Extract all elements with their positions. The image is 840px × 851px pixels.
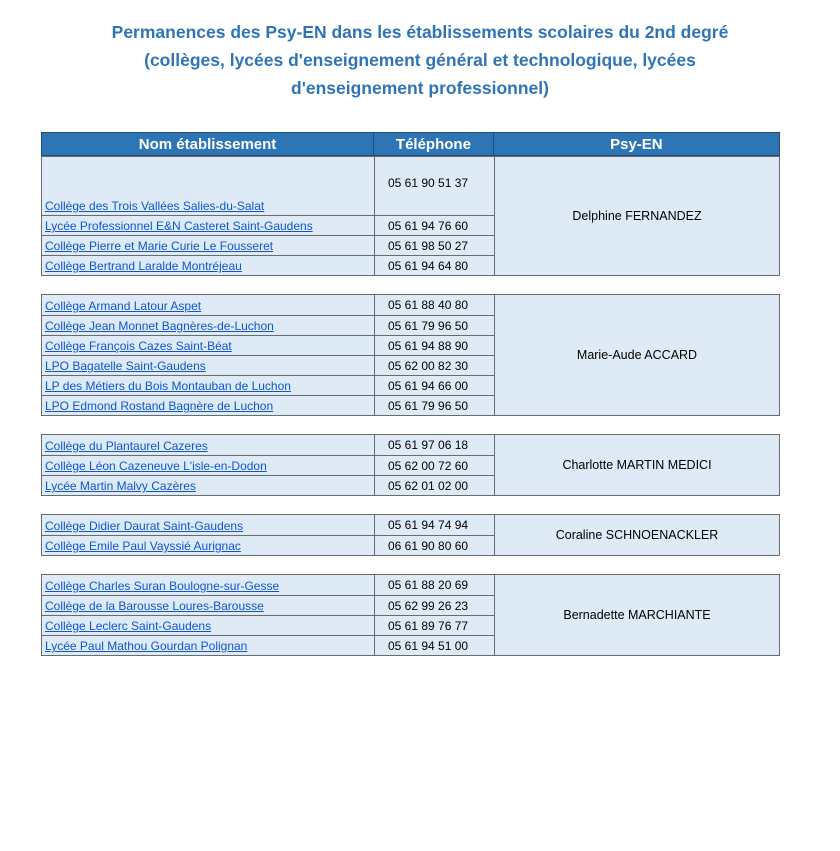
establishment-link[interactable]: LP des Métiers du Bois Montauban de Luchon [42, 375, 375, 395]
establishment-link[interactable]: Collège du Plantaurel Cazeres [42, 435, 375, 455]
header-psy: Psy-EN [610, 135, 663, 153]
group-rows [42, 515, 495, 555]
phone-number: 05 61 97 06 18 [375, 435, 495, 455]
phone-number: 05 61 94 76 60 [375, 215, 495, 235]
table-row [42, 235, 495, 255]
table-row [42, 335, 495, 355]
table-row [42, 157, 495, 215]
phone-number: 05 61 94 66 00 [375, 375, 495, 395]
phone-number: 05 62 00 82 30 [375, 355, 495, 375]
establishment-link[interactable]: LPO Edmond Rostand Bagnère de Luchon [42, 395, 375, 415]
table-row [42, 435, 495, 455]
header-establishment: Nom établissement [42, 133, 374, 155]
establishment-link[interactable]: Lycée Paul Mathou Gourdan Polignan [42, 635, 375, 655]
table-row [42, 215, 495, 235]
establishment-link[interactable]: Collège des Trois Vallées Salies-du-Salat [42, 157, 375, 215]
phone-number: 05 61 89 76 77 [375, 615, 495, 635]
establishment-link[interactable]: Collège Didier Daurat Saint-Gaudens [42, 515, 375, 535]
phone-number: 05 61 79 96 50 [375, 315, 495, 335]
phone-number: 05 62 99 26 23 [375, 595, 495, 615]
establishment-link[interactable]: Collège Bertrand Laralde Montréjeau [42, 255, 375, 275]
table-row [42, 455, 495, 475]
table-row [42, 595, 495, 615]
phone-number: 05 62 00 72 60 [375, 455, 495, 475]
table-row [42, 535, 495, 555]
phone-number: 05 61 98 50 27 [375, 235, 495, 255]
phone-number: 05 61 94 64 80 [375, 255, 495, 275]
table-row [42, 255, 495, 275]
phone-number: 05 61 90 51 37 [375, 157, 495, 215]
phone-number: 05 61 79 96 50 [375, 395, 495, 415]
establishment-link[interactable]: Collège Armand Latour Aspet [42, 295, 375, 315]
table-row [42, 315, 495, 335]
establishment-link[interactable]: Collège François Cazes Saint-Béat [42, 335, 375, 355]
establishment-link[interactable]: LPO Bagatelle Saint-Gaudens [42, 355, 375, 375]
psy-group [41, 434, 780, 496]
group-rows [42, 435, 495, 495]
establishment-link[interactable]: Collège Pierre et Marie Curie Le Fousseret [42, 235, 375, 255]
psy-en-name: Bernadette MARCHIANTE [563, 608, 711, 622]
table-row [42, 375, 495, 395]
table-row [42, 515, 495, 535]
group-spacer [41, 496, 780, 514]
phone-number: 06 61 90 80 60 [375, 535, 495, 555]
table-row [42, 575, 495, 595]
psy-en-name: Charlotte MARTIN MEDICI [562, 458, 712, 472]
schools-table [41, 132, 780, 656]
group-rows [42, 157, 495, 275]
header-phone: Téléphone [374, 133, 494, 155]
table-row [42, 615, 495, 635]
establishment-link[interactable]: Lycée Professionnel E&N Casteret Saint-Gaudens [42, 215, 375, 235]
table-row [42, 475, 495, 495]
establishment-link[interactable]: Collège Emile Paul Vayssié Aurignac [42, 535, 375, 555]
group-spacer [41, 416, 780, 434]
establishment-link[interactable]: Collège Leclerc Saint-Gaudens [42, 615, 375, 635]
group-rows [42, 575, 495, 655]
table-row [42, 635, 495, 655]
phone-number: 05 61 94 88 90 [375, 335, 495, 355]
psy-group [41, 156, 780, 276]
psy-en-name: Marie-Aude ACCARD [576, 348, 698, 362]
group-rows [42, 295, 495, 415]
phone-number: 05 62 01 02 00 [375, 475, 495, 495]
psy-group [41, 514, 780, 556]
table-row [42, 295, 495, 315]
psy-en-name: Coraline SCHNOENACKLER [555, 528, 719, 542]
table-row [42, 355, 495, 375]
phone-number: 05 61 94 51 00 [375, 635, 495, 655]
title-line-3: d'enseignement professionnel) [291, 78, 549, 98]
title-line-1: Permanences des Psy-EN dans les établissements scolaires du 2nd degré [111, 22, 729, 42]
psy-en-name: Delphine FERNANDEZ [572, 209, 702, 223]
establishment-link[interactable]: Collège de la Barousse Loures-Barousse [42, 595, 375, 615]
group-spacer [41, 556, 780, 574]
page-title [0, 18, 840, 102]
establishment-link[interactable]: Lycée Martin Malvy Cazères [42, 475, 375, 495]
phone-number: 05 61 88 40 80 [375, 295, 495, 315]
psy-group [41, 294, 780, 416]
table-row [42, 395, 495, 415]
establishment-link[interactable]: Collège Charles Suran Boulogne-sur-Gesse [42, 575, 375, 595]
group-spacer [41, 276, 780, 294]
title-line-2: (collèges, lycées d'enseignement général et technologique, lycées [144, 50, 696, 70]
psy-group [41, 574, 780, 656]
phone-number: 05 61 94 74 94 [375, 515, 495, 535]
phone-number: 05 61 88 20 69 [375, 575, 495, 595]
establishment-link[interactable]: Collège Jean Monnet Bagnères-de-Luchon [42, 315, 375, 335]
table-header [41, 132, 780, 156]
establishment-link[interactable]: Collège Léon Cazeneuve L'isle-en-Dodon [42, 455, 375, 475]
